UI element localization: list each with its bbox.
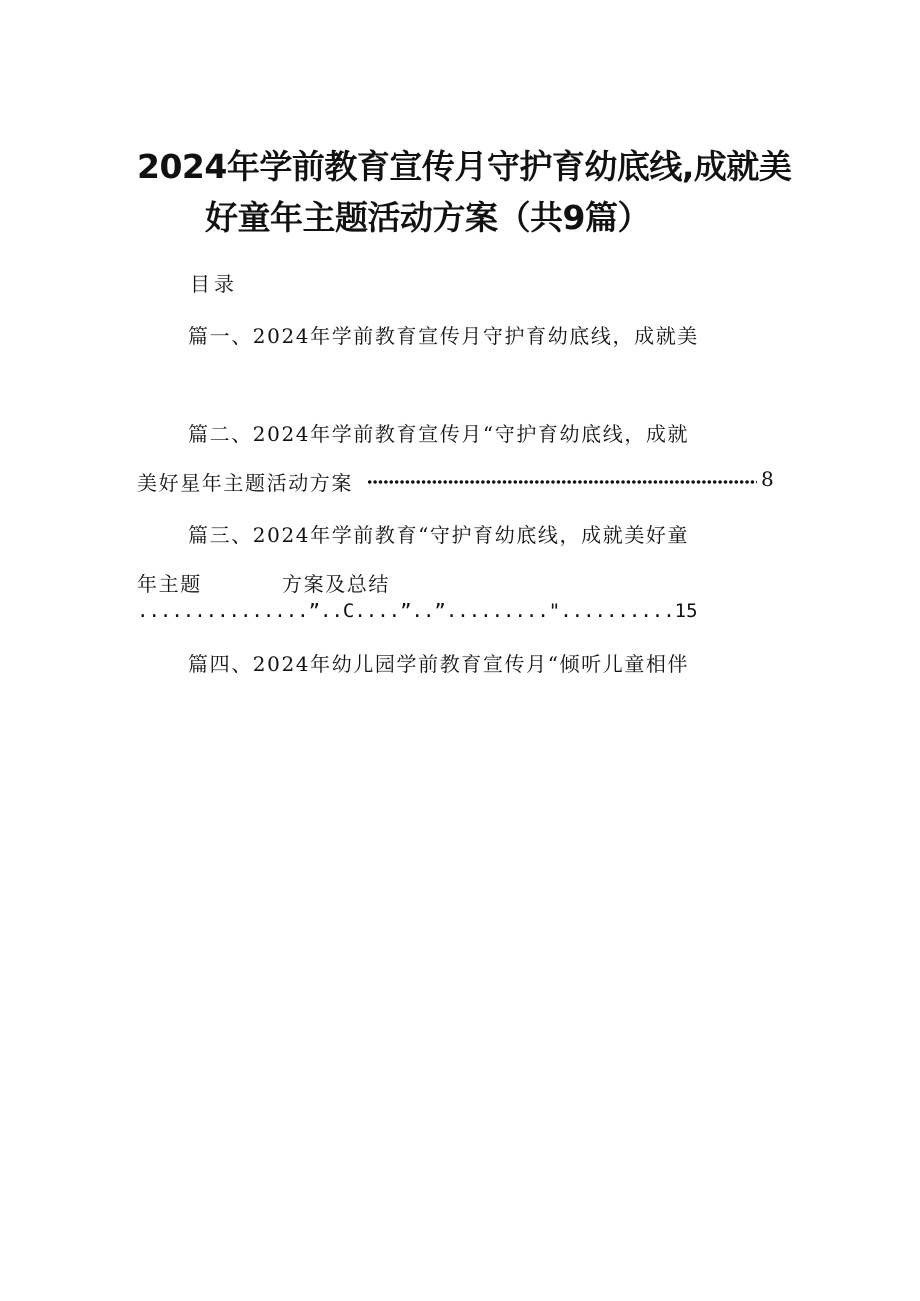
- toc-entry-3-line-1: 篇三、2024年学前教育“守护育幼底线，成就美好童: [188, 523, 690, 547]
- toc-entry-2-page-number: 8: [761, 467, 774, 491]
- toc-entry-2-line-1: 篇二、2024年学前教育宣传月“守护育幼底线，成就: [188, 422, 690, 446]
- toc-heading: 目录: [190, 272, 238, 296]
- document-title-line-2: 好童年主题活动方案（共9篇）: [205, 198, 650, 237]
- toc-entry-1: 篇一、2024年学前教育宣传月守护育幼底线，成就美: [188, 324, 699, 348]
- toc-entry-2-line-2: 美好星年主题活动方案: [137, 471, 353, 495]
- toc-entry-4: 篇四、2024年幼儿园学前教育宣传月“倾听儿童相伴: [188, 652, 690, 676]
- document-title-line-1: 2024年学前教育宣传月守护育幼底线,成就美: [137, 147, 792, 186]
- toc-entry-2-dot-leader: [367, 479, 757, 485]
- toc-entry-3-line-2-part-2: 方案及总结: [282, 572, 390, 596]
- toc-entry-3-leader-and-page: ...............”..C....”..”........."..........15: [137, 600, 698, 622]
- toc-entry-3-line-2-part-1: 年主题: [137, 572, 202, 596]
